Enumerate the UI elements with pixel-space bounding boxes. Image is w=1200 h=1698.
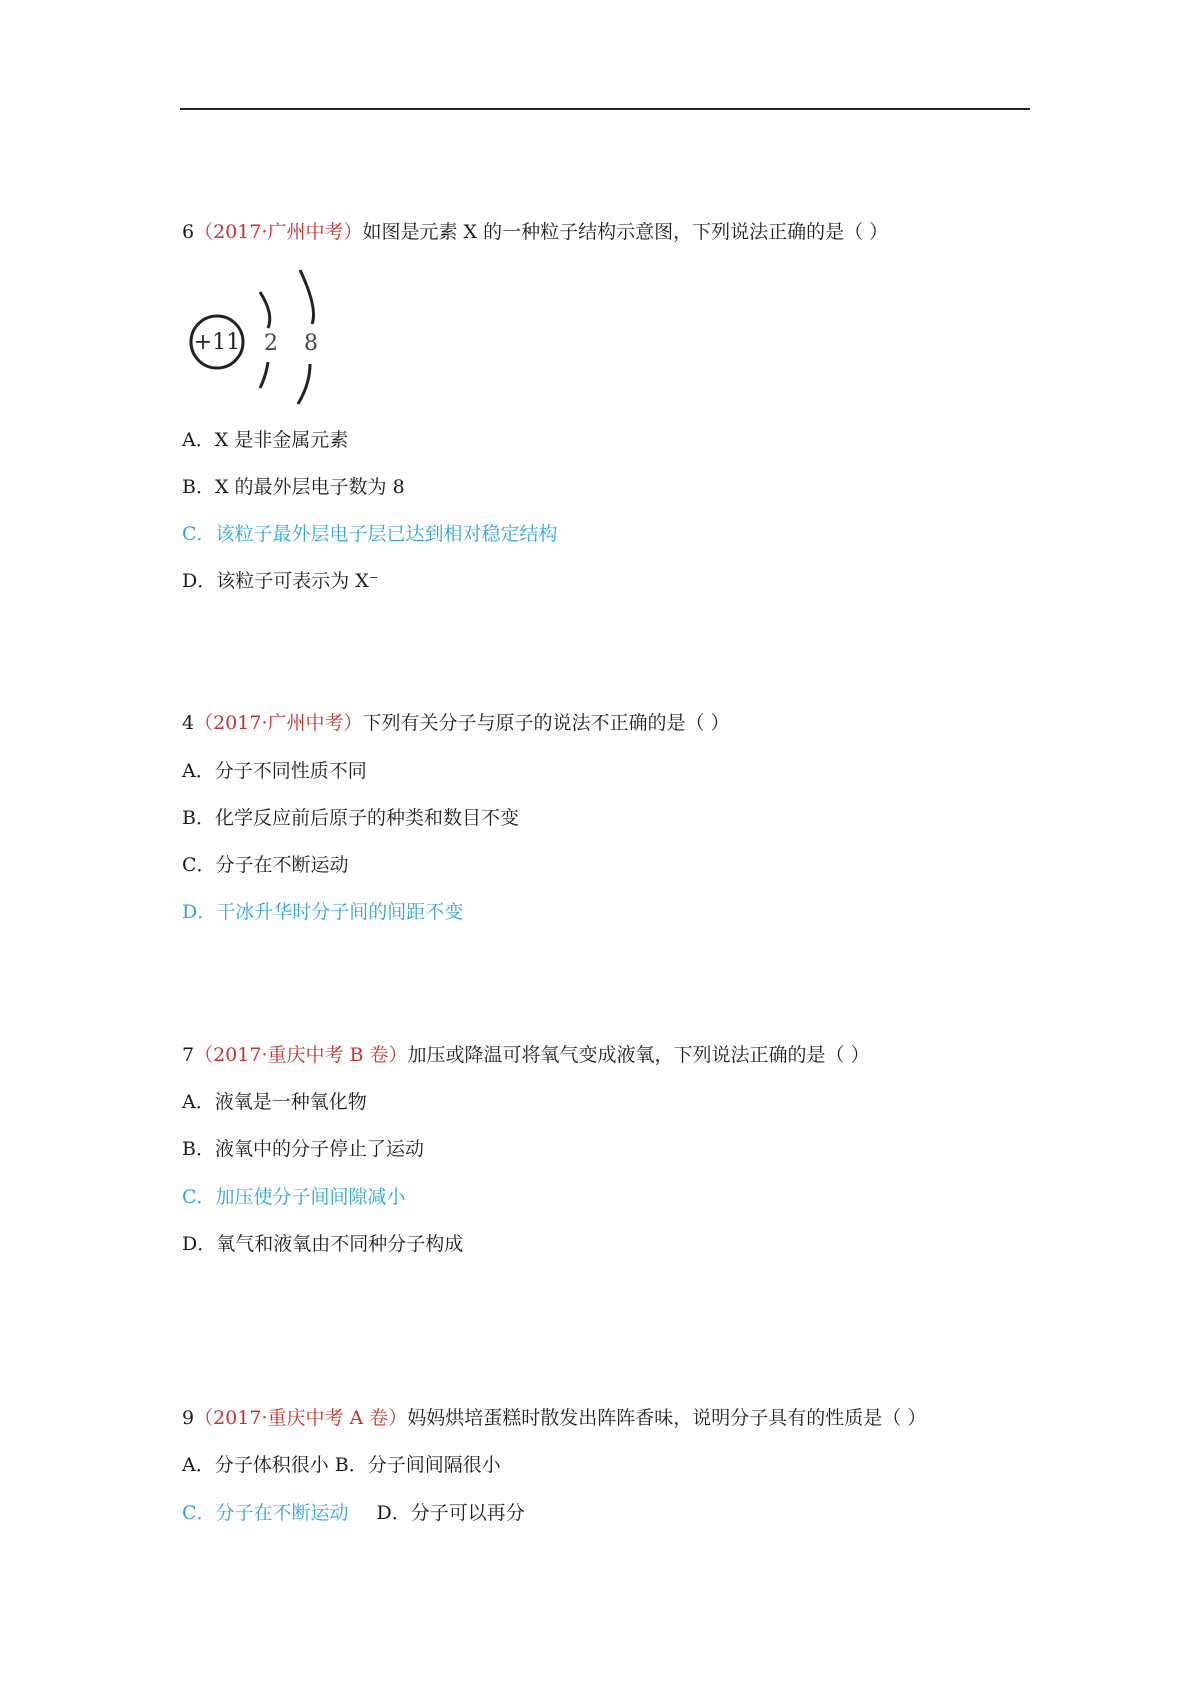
option-b: B．液氧中的分子停止了运动 [182, 1138, 424, 1160]
question-4-stem: 4（2017·广州中考）下列有关分子与原子的说法不正确的是（ ） [182, 712, 730, 734]
atom-structure-diagram [182, 266, 332, 406]
option-c-answer: C．加压使分子间间隙减小 [182, 1186, 406, 1208]
options-c-d [182, 1500, 525, 1526]
option-b: B．X 的最外层电子数为 8 [182, 476, 405, 498]
option-d-answer: D．干冰升华时分子间的间距不变 [182, 901, 464, 923]
option-b: B．化学反应前后原子的种类和数目不变 [182, 807, 519, 829]
question-source: （2017·广州中考） [194, 221, 363, 243]
question-source: （2017·重庆中考 B 卷） [194, 1044, 408, 1066]
header-rule [180, 108, 1030, 110]
nucleus-charge: +11 [193, 330, 241, 355]
option-d: D．分子可以再分 [376, 1502, 525, 1524]
question-source: （2017·广州中考） [194, 712, 363, 734]
option-c: C．分子在不断运动 [182, 854, 349, 876]
question-source: （2017·重庆中考 A 卷） [194, 1407, 408, 1429]
option-d: D．该粒子可表示为 X⁻ [182, 570, 379, 592]
shell-arc [260, 292, 270, 328]
shell-electron-count: 8 [304, 331, 318, 356]
option-d: D．氧气和液氧由不同种分子构成 [182, 1233, 464, 1255]
option-c-answer: C．分子在不断运动 [182, 1502, 349, 1524]
options-a-b: A．分子体积很小 B．分子间间隔很小 [182, 1454, 501, 1476]
shell-electron-count: 2 [264, 331, 278, 356]
option-a: A．分子不同性质不同 [182, 760, 367, 782]
option-a: A．液氧是一种氧化物 [182, 1091, 367, 1113]
shell-arc [300, 270, 314, 324]
question-7-stem: 7（2017·重庆中考 B 卷）加压或降温可将氧气变成液氧，下列说法正确的是（ ） [182, 1044, 870, 1066]
question-6-stem: 6（2017·广州中考）如图是元素 X 的一种粒子结构示意图，下列说法正确的是（ ） [182, 221, 889, 243]
question-9-stem: 9（2017·重庆中考 A 卷）妈妈烘培蛋糕时散发出阵阵香味，说明分子具有的性质是（ ） [182, 1407, 927, 1429]
shell-arc [260, 362, 268, 388]
option-a: A．X 是非金属元素 [182, 429, 349, 451]
option-c-answer: C．该粒子最外层电子层已达到相对稳定结构 [182, 523, 558, 545]
shell-arc [298, 364, 310, 404]
